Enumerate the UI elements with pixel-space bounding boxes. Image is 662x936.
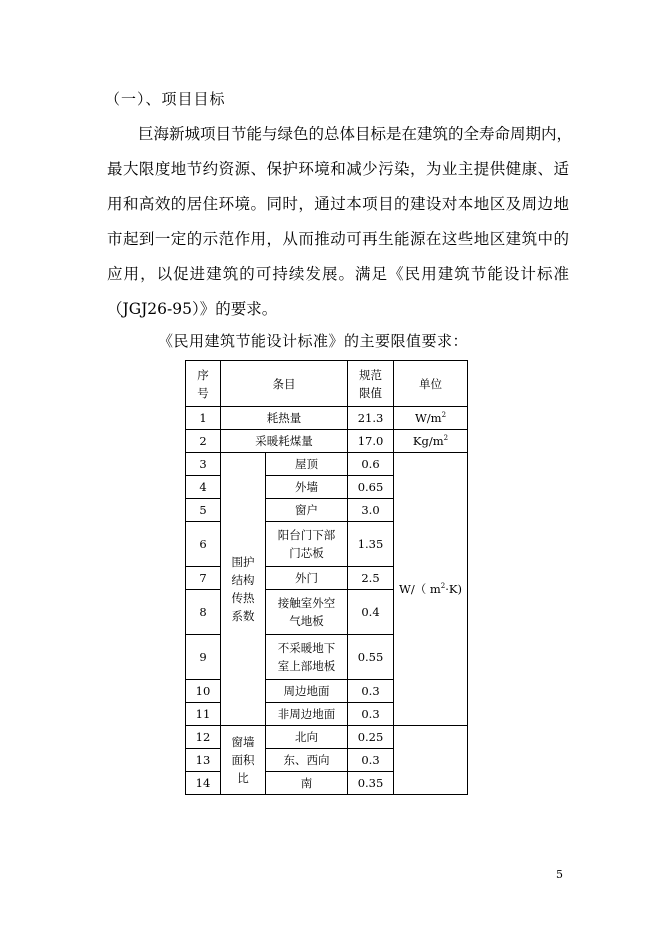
paragraph-line: 巨海新城项目节能与绿色的总体目标是在建筑的全寿命周期内， xyxy=(138,125,573,143)
row-no: 4 xyxy=(186,476,221,499)
row-value: 0.35 xyxy=(348,772,394,795)
row-value: 3.0 xyxy=(348,499,394,522)
table-row xyxy=(186,453,468,476)
section-heading: （一）、项目目标 xyxy=(105,90,226,108)
table-caption: 《民用建筑节能设计标准》的主要限值要求： xyxy=(158,332,469,350)
table-row xyxy=(186,407,468,430)
row-value: 0.3 xyxy=(348,749,394,772)
row-item: 窗户 xyxy=(266,499,348,522)
row-no: 5 xyxy=(186,499,221,522)
row-item: 阳台门下部 门芯板 xyxy=(266,522,348,567)
unit-coal: $Kg/m^2$ xyxy=(394,430,468,453)
row-item: 东、西向 xyxy=(266,749,348,772)
table-row xyxy=(186,430,468,453)
row-no: 6 xyxy=(186,522,221,567)
row-item: 外墙 xyxy=(266,476,348,499)
row-no: 14 xyxy=(186,772,221,795)
row-value: 17.0 xyxy=(348,430,394,453)
row-item: 耗热量 xyxy=(221,407,348,430)
paragraph-line: 用和高效的居住环境。同时，通过本项目的建设对本地区及周边地 xyxy=(107,195,569,213)
row-value: 0.4 xyxy=(348,590,394,635)
row-no: 2 xyxy=(186,430,221,453)
paragraph-line: （JGJ26-95）》的要求。 xyxy=(107,300,278,318)
row-no: 3 xyxy=(186,453,221,476)
row-value: 0.55 xyxy=(348,635,394,680)
header-limit: 规范 限值 xyxy=(348,361,394,407)
unit-heat: $W/m^2$ xyxy=(394,407,468,430)
row-value: 21.3 xyxy=(348,407,394,430)
row-item: 采暖耗煤量 xyxy=(221,430,348,453)
header-item: 条目 xyxy=(221,361,348,407)
row-item: 北向 xyxy=(266,726,348,749)
group-envelope: 围护 结构 传热 系数 xyxy=(221,453,266,726)
group-window-ratio: 窗墙 面积 比 xyxy=(221,726,266,795)
row-no: 8 xyxy=(186,590,221,635)
limits-table xyxy=(185,360,468,795)
row-no: 9 xyxy=(186,635,221,680)
row-no: 13 xyxy=(186,749,221,772)
row-value: 0.25 xyxy=(348,726,394,749)
row-value: 0.3 xyxy=(348,680,394,703)
header-no: 序 号 xyxy=(186,361,221,407)
body-paragraph xyxy=(107,117,573,327)
row-no: 7 xyxy=(186,567,221,590)
row-item: 屋顶 xyxy=(266,453,348,476)
row-value: 1.35 xyxy=(348,522,394,567)
paragraph-line: 应用，以促进建筑的可持续发展。满足《民用建筑节能设计标准 xyxy=(107,265,569,283)
header-unit: 单位 xyxy=(394,361,468,407)
row-value: 2.5 xyxy=(348,567,394,590)
row-value: 0.65 xyxy=(348,476,394,499)
row-item: 非周边地面 xyxy=(266,703,348,726)
table-row xyxy=(186,726,468,749)
paragraph-line: 最大限度地节约资源、保护环境和减少污染，为业主提供健康、适 xyxy=(107,160,569,178)
table-header-row xyxy=(186,361,468,407)
paragraph-line: 市起到一定的示范作用，从而推动可再生能源在这些地区建筑中的 xyxy=(107,230,569,248)
unit-envelope: W/（ $m^2\cdot K$) xyxy=(394,453,468,726)
row-no: 1 xyxy=(186,407,221,430)
page-number: 5 xyxy=(556,868,563,881)
row-value: 0.3 xyxy=(348,703,394,726)
row-item: 南 xyxy=(266,772,348,795)
row-item: 不采暖地下 室上部地板 xyxy=(266,635,348,680)
row-value: 0.6 xyxy=(348,453,394,476)
row-item: 外门 xyxy=(266,567,348,590)
row-item: 周边地面 xyxy=(266,680,348,703)
row-no: 10 xyxy=(186,680,221,703)
row-no: 12 xyxy=(186,726,221,749)
row-item: 接触室外空 气地板 xyxy=(266,590,348,635)
row-no: 11 xyxy=(186,703,221,726)
unit-window-ratio xyxy=(394,726,468,795)
